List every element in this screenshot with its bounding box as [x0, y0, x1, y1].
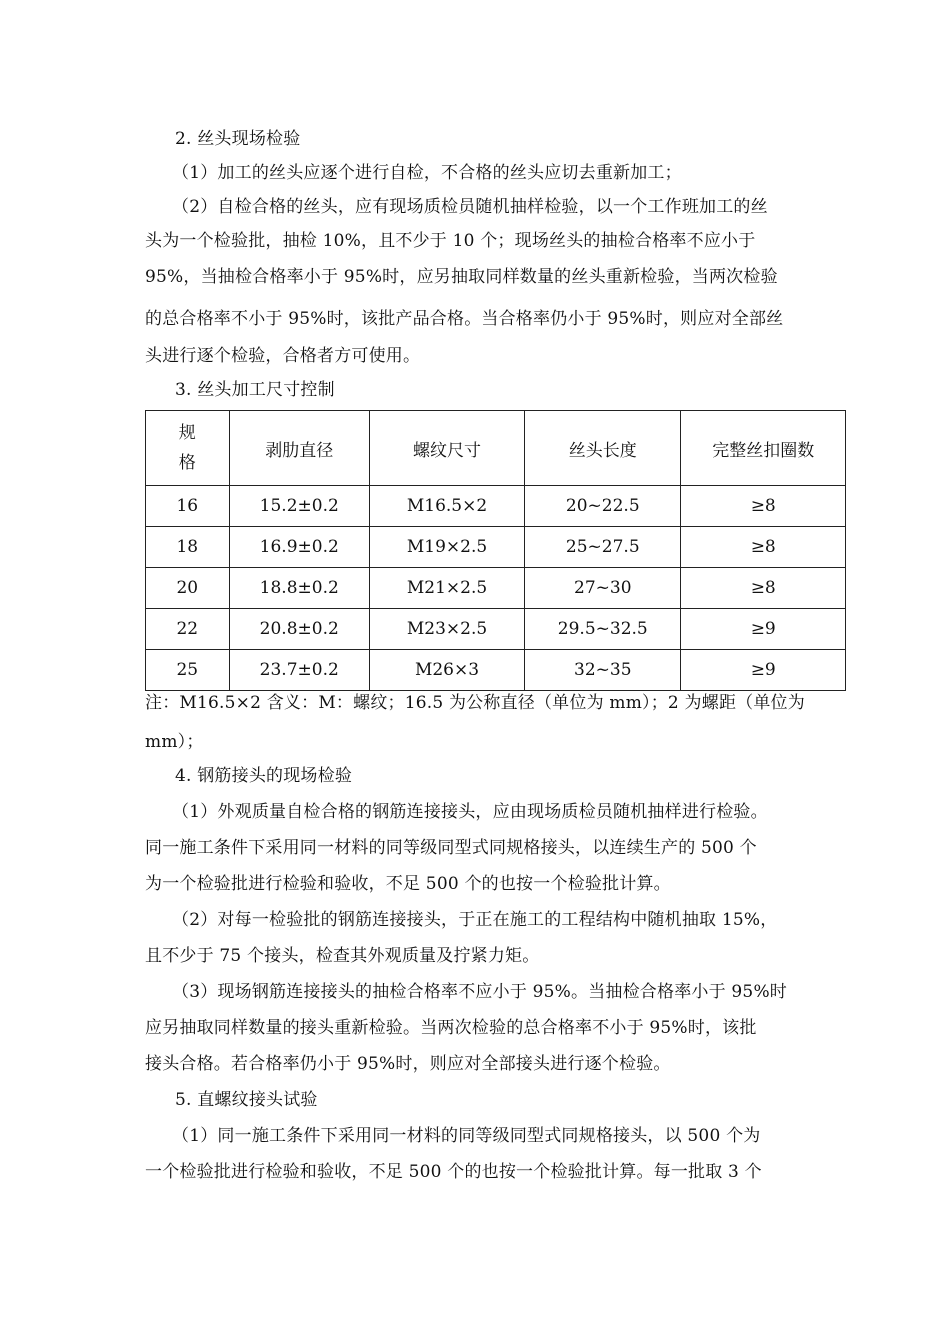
table-row — [146, 650, 846, 691]
section-2-paragraph-1: （1）加工的丝头应逐个进行自检，不合格的丝头应切去重新加工； — [172, 163, 682, 183]
section-2-paragraph-2-line-1: （2）自检合格的丝头，应有现场质检员随机抽样检验，以一个工作班加工的丝 — [172, 197, 768, 217]
header-thread-size: 螺纹尺寸 — [369, 411, 524, 486]
section-2-paragraph-2-line-2: 头为一个检验批，抽检 10%，且不少于 10 个；现场丝头的抽检合格率不应小于 — [145, 231, 756, 251]
cell-thread-size: M23×2.5 — [369, 609, 524, 650]
section-2-paragraph-2-line-4: 的总合格率不小于 95%时，该批产品合格。当合格率仍小于 95%时，则应对全部丝 — [145, 309, 784, 329]
header-spec — [146, 411, 230, 486]
thread-dimension-table — [145, 410, 846, 691]
section-5-paragraph-1-line-2: 一个检验批进行检验和验收，不足 500 个的也按一个检验批计算。每一批取 3 个 — [145, 1162, 762, 1182]
cell-thread-length: 29.5~32.5 — [525, 609, 681, 650]
cell-thread-length: 32~35 — [525, 650, 681, 691]
table-header-row — [146, 411, 846, 486]
cell-thread-size: M16.5×2 — [369, 486, 524, 527]
cell-strip-diameter: 16.9±0.2 — [229, 527, 369, 568]
header-full-thread-turns: 完整丝扣圈数 — [681, 411, 846, 486]
section-2-heading: 2. 丝头现场检验 — [175, 129, 301, 149]
cell-full-thread-turns: ≥9 — [681, 609, 846, 650]
table-row — [146, 486, 846, 527]
cell-thread-length: 27~30 — [525, 568, 681, 609]
section-3-heading: 3. 丝头加工尺寸控制 — [175, 380, 335, 400]
section-4-paragraph-3-line-2: 应另抽取同样数量的接头重新检验。当两次检验的总合格率不小于 95%时，该批 — [145, 1018, 757, 1038]
cell-spec: 20 — [146, 568, 230, 609]
cell-thread-size: M21×2.5 — [369, 568, 524, 609]
section-4-paragraph-3-line-1: （3）现场钢筋连接接头的抽检合格率不应小于 95%。当抽检合格率小于 95%时 — [172, 982, 787, 1002]
cell-strip-diameter: 18.8±0.2 — [229, 568, 369, 609]
section-5-paragraph-1-line-1: （1）同一施工条件下采用同一材料的同等级同型式同规格接头，以 500 个为 — [172, 1126, 761, 1146]
table-row — [146, 527, 846, 568]
cell-thread-length: 25~27.5 — [525, 527, 681, 568]
section-4-paragraph-2-line-2: 且不少于 75 个接头，检查其外观质量及拧紧力矩。 — [145, 946, 540, 966]
section-4-paragraph-2-line-1: （2）对每一检验批的钢筋连接接头，于正在施工的工程结构中随机抽取 15%， — [172, 910, 778, 930]
table-note-line-1: 注：M16.5×2 含义：M：螺纹；16.5 为公称直径（单位为 mm）；2 为螺距（单位为 — [145, 693, 805, 713]
section-5-heading: 5. 直螺纹接头试验 — [175, 1090, 318, 1110]
table-note-line-2: mm）； — [145, 732, 204, 752]
section-4-heading: 4. 钢筋接头的现场检验 — [175, 766, 353, 786]
section-4-paragraph-1-line-2: 同一施工条件下采用同一材料的同等级同型式同规格接头，以连续生产的 500 个 — [145, 838, 757, 858]
cell-full-thread-turns: ≥9 — [681, 650, 846, 691]
header-spec-bottom: 格 — [178, 453, 196, 473]
cell-thread-size: M26×3 — [369, 650, 524, 691]
section-2-paragraph-2-line-5: 头进行逐个检验，合格者方可使用。 — [145, 346, 421, 366]
cell-spec: 22 — [146, 609, 230, 650]
header-thread-length: 丝头长度 — [525, 411, 681, 486]
cell-full-thread-turns: ≥8 — [681, 527, 846, 568]
cell-full-thread-turns: ≥8 — [681, 486, 846, 527]
cell-strip-diameter: 23.7±0.2 — [229, 650, 369, 691]
cell-thread-length: 20~22.5 — [525, 486, 681, 527]
section-4-paragraph-1-line-1: （1）外观质量自检合格的钢筋连接接头，应由现场质检员随机抽样进行检验。 — [172, 802, 768, 822]
cell-strip-diameter: 20.8±0.2 — [229, 609, 369, 650]
header-spec-top: 规 — [178, 423, 196, 443]
cell-spec: 16 — [146, 486, 230, 527]
table-row — [146, 609, 846, 650]
header-strip-diameter: 剥肋直径 — [229, 411, 369, 486]
cell-thread-size: M19×2.5 — [369, 527, 524, 568]
section-2-paragraph-2-line-3: 95%，当抽检合格率小于 95%时，应另抽取同样数量的丝头重新检验，当两次检验 — [145, 267, 778, 287]
cell-spec: 25 — [146, 650, 230, 691]
section-4-paragraph-3-line-3: 接头合格。若合格率仍小于 95%时，则应对全部接头进行逐个检验。 — [145, 1054, 671, 1074]
cell-strip-diameter: 15.2±0.2 — [229, 486, 369, 527]
cell-full-thread-turns: ≥8 — [681, 568, 846, 609]
section-4-paragraph-1-line-3: 为一个检验批进行检验和验收，不足 500 个的也按一个检验批计算。 — [145, 874, 671, 894]
cell-spec: 18 — [146, 527, 230, 568]
table-row — [146, 568, 846, 609]
